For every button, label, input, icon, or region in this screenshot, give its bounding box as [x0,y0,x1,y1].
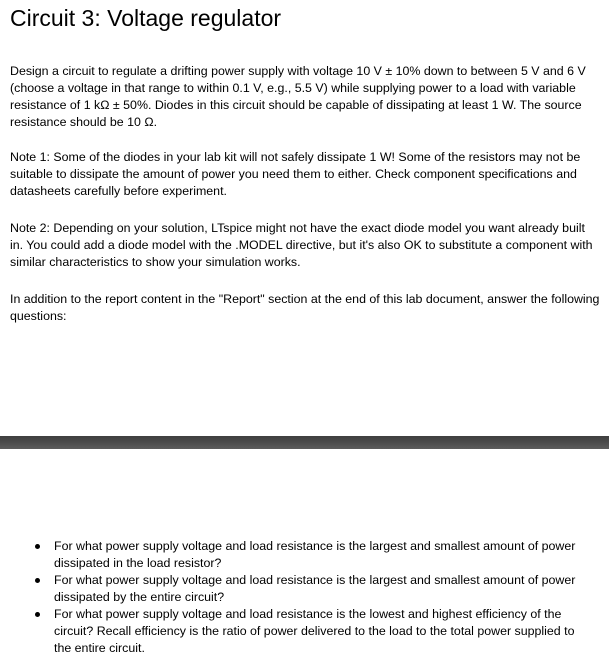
list-item [0,606,609,657]
question-text: For what power supply voltage and load resistance is the largest and smallest amount of power dissipated in the load resistor? [54,539,576,570]
question-text: For what power supply voltage and load resistance is the largest and smallest amount of power dissipated by the entire circuit? [54,573,576,604]
page-bottom [0,449,609,668]
note-1-paragraph: Note 1: Some of the diodes in your lab kit will not safely dissipate 1 W! Some of the resistors may not be suitable to dissipate the amount of power you need them to either. Check component specifications and datasheets carefully before experiment. [10,150,581,198]
list-item [0,572,609,606]
list-item [0,538,609,572]
question-text: For what power supply voltage and load resistance is the lowest and highest efficiency of the circuit? Recall efficiency is the ratio of power delivered to the load to the total power supplied to the entire circuit. [54,607,575,655]
design-paragraph: Design a circuit to regulate a drifting power supply with voltage 10 V ± 10% down to between 5 V and 6 V (choose a voltage in that range to within 0.1 V, e.g., 5.5 V) while supplying power to a load with variable resistance of 1 kΩ ± 50%. Diodes in this circuit should be capable of dissipating at least 1 W. The source resistance should be 10 Ω. [10,64,586,129]
note-2-paragraph: Note 2: Depending on your solution, LTspice might not have the exact diode model you want already built in. You could add a diode model with the .MODEL directive, but it's also OK to substitute a component with similar characteristics to show your simulation works. [10,221,593,269]
page-break-divider [0,436,609,449]
bullet-icon [35,578,40,583]
bullet-icon [35,612,40,617]
intro-questions-paragraph: In addition to the report content in the "Report" section at the end of this lab document, answer the following questions: [10,292,600,323]
questions-list [0,538,609,657]
page-title: Circuit 3: Voltage regulator [10,5,282,31]
bullet-icon [35,544,40,549]
